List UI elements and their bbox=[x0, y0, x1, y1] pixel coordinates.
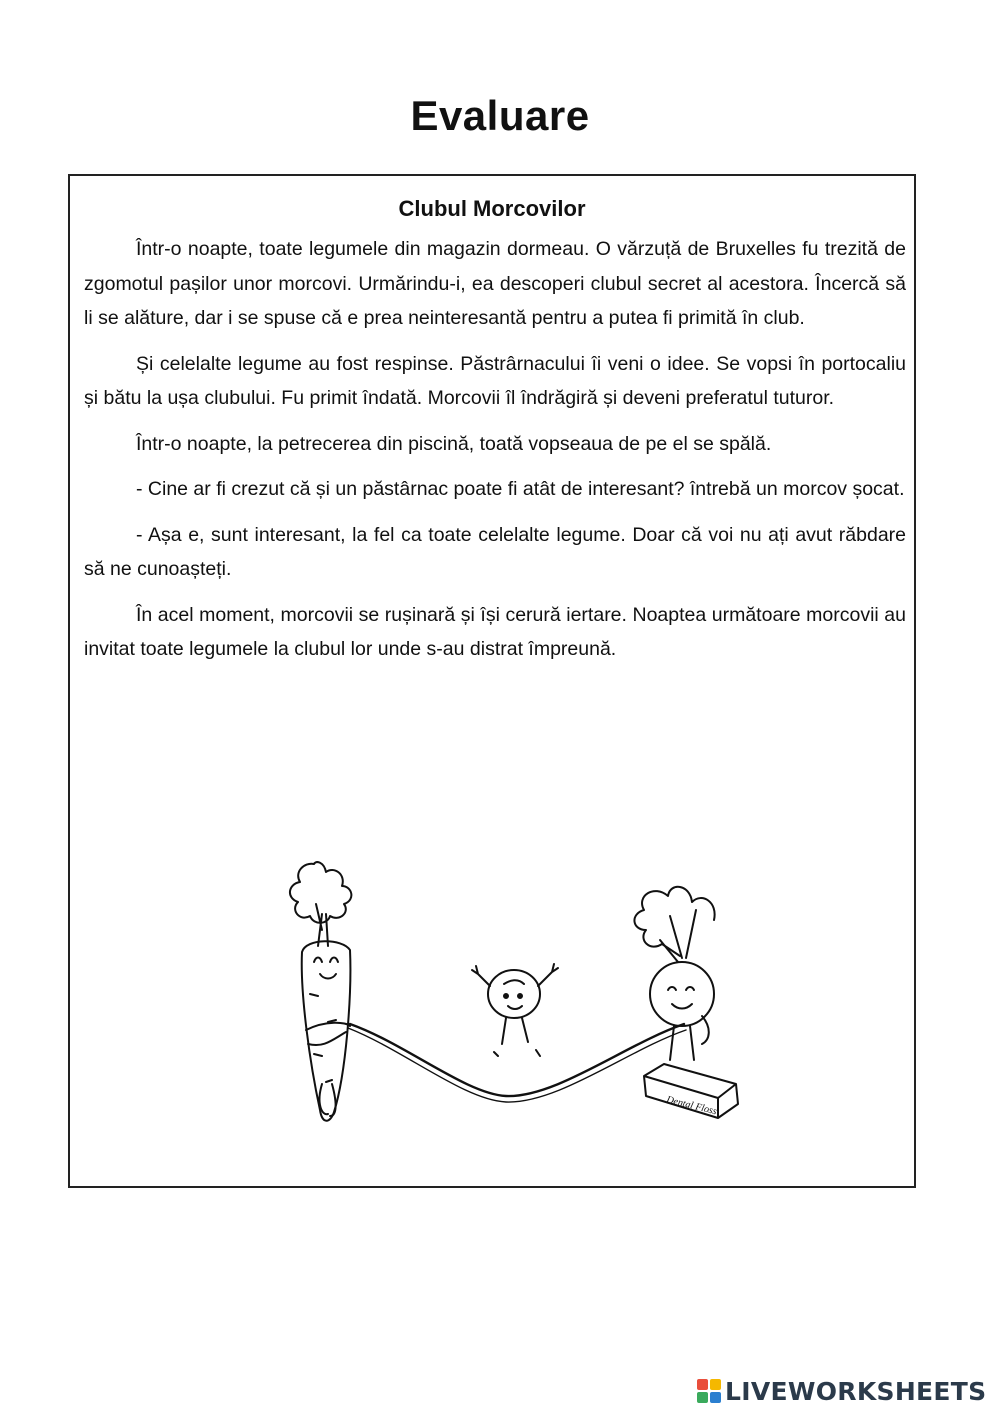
story-text bbox=[84, 232, 906, 678]
page-title: Evaluare bbox=[410, 92, 590, 139]
brand-text: LIVEWORKSHEETS bbox=[725, 1376, 987, 1406]
story-paragraph-4: - Cine ar fi crezut că și un păstârnac poate fi atât de interesant? întrebă un morcov șocat. bbox=[136, 478, 905, 500]
story-paragraph-2: Și celelalte legume au fost respinse. Păstrârnacului îi veni o idee. Se vopsi în portocaliu și bătu la ușa clubului. Fu primit îndată. Morcovii îl îndrăgiră și deveni preferatul tuturor. bbox=[84, 352, 906, 409]
story-paragraph-3: Într-o noapte, la petrecerea din piscină, toată vopseaua de pe el se spălă. bbox=[136, 432, 772, 455]
story-illustration bbox=[266, 844, 746, 1164]
story-paragraph-5: - Așa e, sunt interesant, la fel ca toate celelalte legume. Doar că voi nu ați avut răbdare să ne cunoașteți. bbox=[84, 523, 906, 580]
story-title: Clubul Morcovilor bbox=[398, 196, 586, 221]
story-paragraph-6: În acel moment, morcovii se rușinară și își cerură iertare. Noaptea următoare morcovii au invitat toate legumele la clubul lor unde s-au distrat împreună. bbox=[84, 603, 906, 660]
turnip-character-icon bbox=[634, 887, 738, 1118]
dental-floss-label: Dental Floss bbox=[665, 1094, 718, 1118]
sprout-character-icon bbox=[472, 964, 558, 1056]
carrot-character-icon bbox=[290, 862, 351, 1121]
story-box bbox=[68, 174, 916, 1188]
liveworksheets-logo-icon bbox=[697, 1379, 721, 1403]
story-paragraph-1: Într-o noapte, toate legumele din magazin dormeau. O vărzuță de Bruxelles fu trezită de zgomotul pașilor unor morcovi. Urmărindu-i, ea descoperi clubul secret al acestora. Încercă să li se alăture, dar i se spuse că e prea neinteresantă pentru a putea fi primită în club. bbox=[84, 238, 906, 329]
jump-rope-icon bbox=[350, 1024, 684, 1096]
brand-logo bbox=[697, 1376, 986, 1406]
